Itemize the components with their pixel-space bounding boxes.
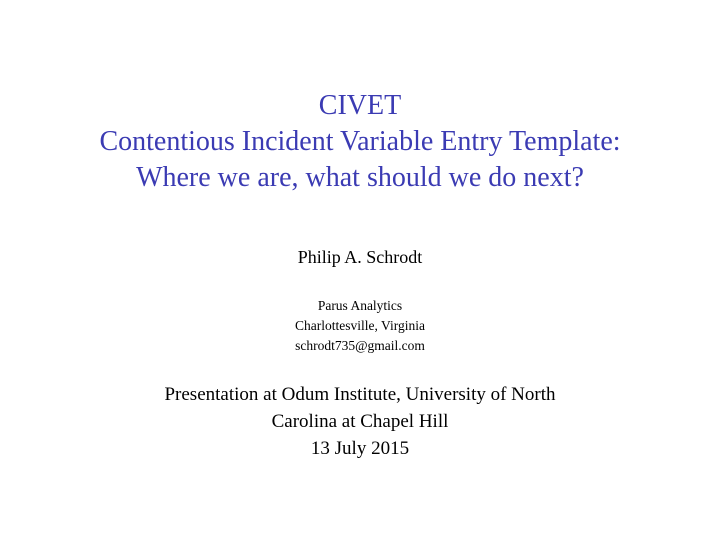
presentation-info [0,381,720,462]
title-full-name: Contentious Incident Variable Entry Template: [99,126,621,157]
affiliation-email: schrodt735@gmail.com [295,338,425,353]
title-acronym: CIVET [318,90,402,121]
slide-title [0,88,720,196]
affiliation-location: Charlottesville, Virginia [295,318,425,333]
presentation-venue-line2: Carolina at Chapel Hill [271,411,449,432]
affiliation-organization: Parus Analytics [317,298,403,313]
author-name: Philip A. Schrodt [297,247,423,267]
presentation-date: 13 July 2015 [310,438,410,459]
title-subtitle: Where we are, what should we do next? [136,162,584,193]
affiliation-block [0,296,720,356]
presentation-venue-line1: Presentation at Odum Institute, University of North [164,384,556,405]
